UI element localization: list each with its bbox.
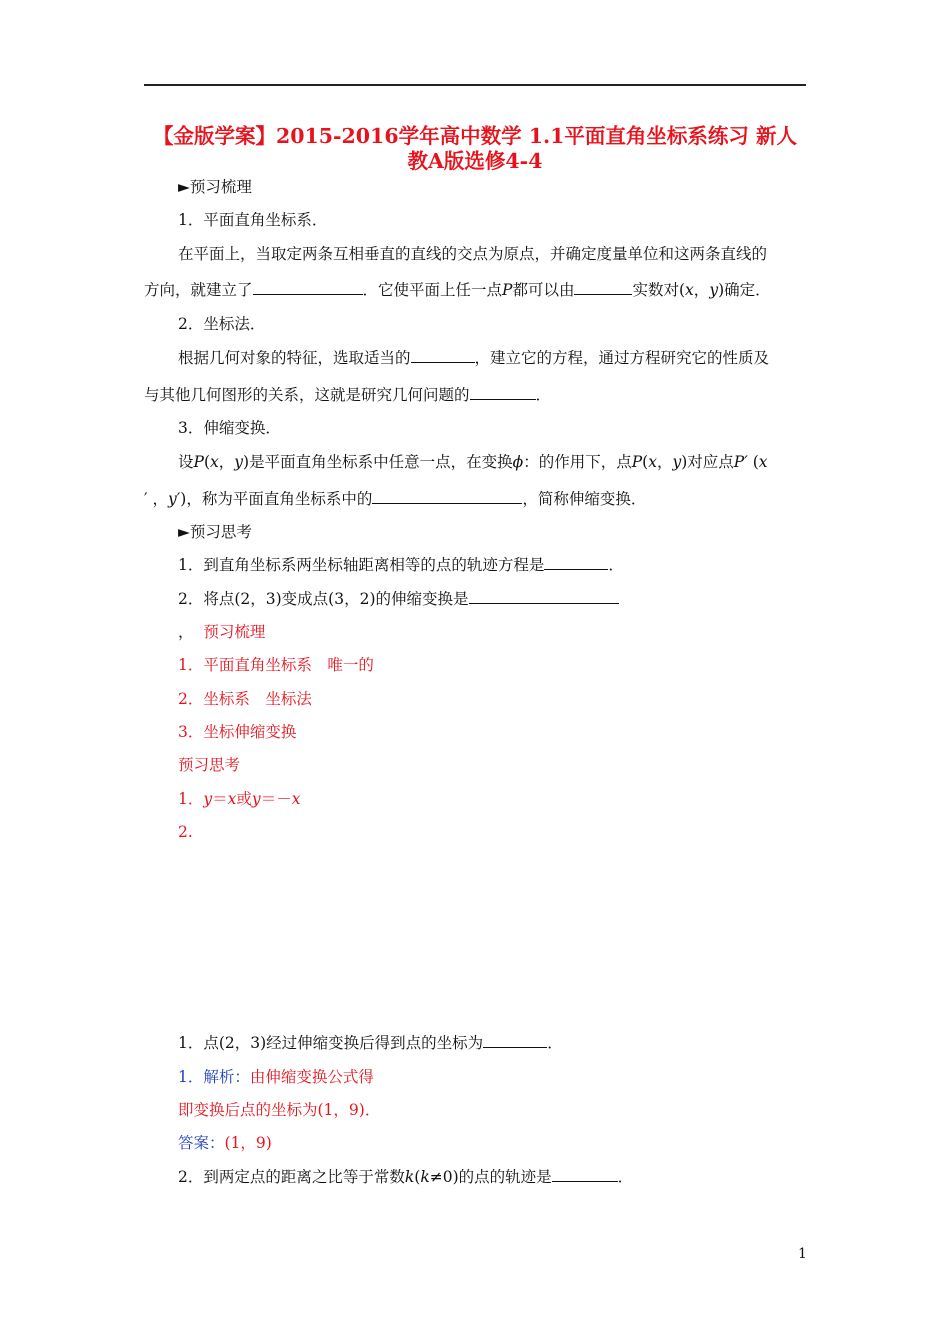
think-question-2: 2．将点(2，3)变成点(3，2)的伸缩变换是 <box>178 589 619 609</box>
page-number: 1 <box>798 1246 807 1262</box>
blank-field <box>552 1167 618 1182</box>
section2-para-line2: 与其他几何图形的关系，这就是研究几何问题的 ． <box>144 386 552 404</box>
exercise-1-solution: 1．解析：由伸缩变换公式得 <box>178 1068 374 1086</box>
section2-para-line1: 根据几何对象的特征，选取适当的 ，建立它的方程，通过方程研究它的性质及 <box>178 349 770 367</box>
exercise-2: 2．到两定点的距离之比等于常数k(k≠0)的点的轨迹是 ． <box>178 1168 634 1186</box>
section1-para-line2: 方向，就建立了 ．它使平面上任一点P都可以由 实数对(x，y)确定． <box>144 281 771 299</box>
answer-3: 3．坐标伸缩变换 <box>178 723 297 741</box>
section2-title: 2．坐标法． <box>178 315 266 333</box>
answer-think-1: 1．y＝x或y＝－x <box>178 790 301 808</box>
blank-field <box>544 555 608 570</box>
section1-para-line1: 在平面上，当取定两条互相垂直的直线的交点为原点，并确定度量单位和这两条直线的 <box>178 245 768 263</box>
header-rule <box>144 84 806 86</box>
blank-field <box>574 280 632 295</box>
blank-field <box>470 385 536 400</box>
answer-think-heading: 预习思考 <box>178 756 241 774</box>
blank-field <box>469 589 619 604</box>
section3-para-line1: 设P(x，y)是平面直角坐标系中任意一点，在变换ϕ：的作用下，点P(x，y)对应点P′ (x <box>178 453 768 471</box>
think-question-1: 1．到直角坐标系两坐标轴距离相等的点的轨迹方程是 ． <box>178 556 624 574</box>
exercise-1: 1．点(2，3)经过伸缩变换后得到点的坐标为 ． <box>178 1034 563 1052</box>
blank-field <box>483 1033 547 1048</box>
section3-title: 3．伸缩变换． <box>178 419 281 437</box>
preview-heading: ►预习梳理 <box>178 178 252 196</box>
exercise-1-solution-line2: 即变换后点的坐标为(1，9)． <box>178 1101 381 1119</box>
think-heading: ►预习思考 <box>178 523 252 541</box>
blank-field <box>253 280 363 295</box>
document-title <box>144 124 806 174</box>
title-line-1: 【金版学案】2015-2016学年高中数学 1.1平面直角坐标系练习 新人 <box>152 124 798 148</box>
blank-field <box>372 489 522 504</box>
blank-field <box>411 348 475 363</box>
answer-1: 1．平面直角坐标系 唯一的 <box>178 656 374 674</box>
section1-title: 1．平面直角坐标系． <box>178 211 328 229</box>
exercise-1-answer: 答案：(1，9) <box>178 1134 272 1152</box>
answer-think-2: 2. <box>178 823 193 841</box>
answer-2: 2．坐标系 坐标法 <box>178 690 312 708</box>
section3-para-line2: ′ ，y′)，称为平面直角坐标系中的 ，简称伸缩变换． <box>144 490 647 508</box>
title-line-2: 教A版选修4-4 <box>407 149 543 173</box>
answer-heading: ， 预习梳理 <box>178 623 266 641</box>
